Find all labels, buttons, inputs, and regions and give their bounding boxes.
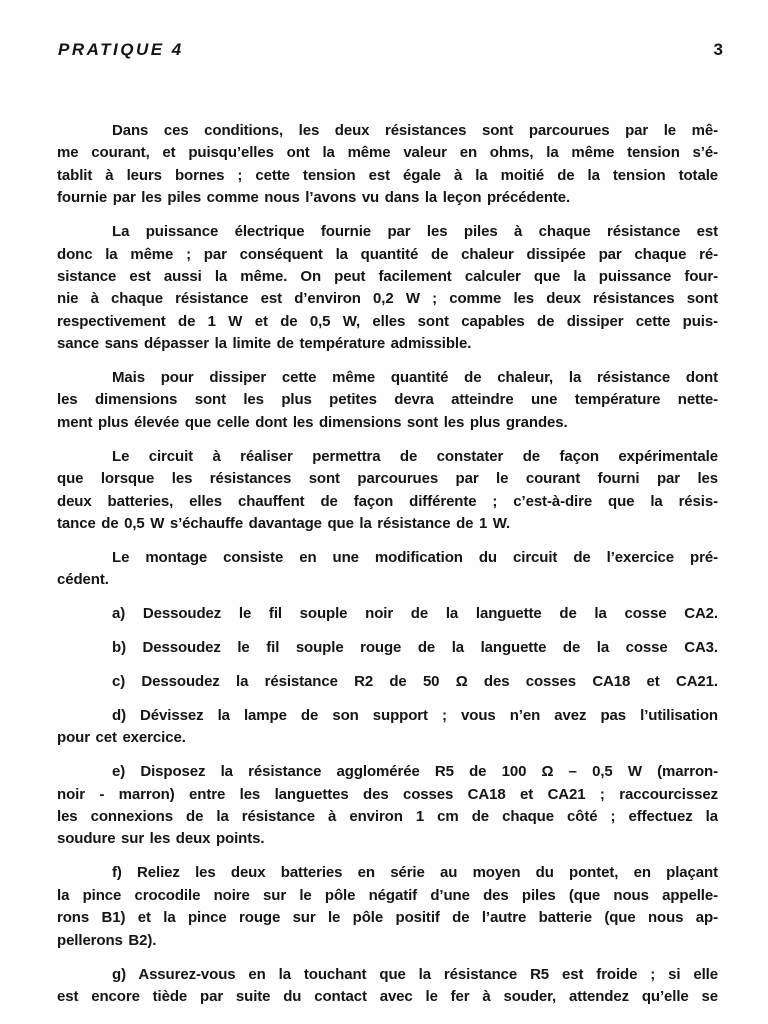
text-line: donc la même ; par conséquent la quantité de chaleur dissipée par chaque ré- xyxy=(57,245,718,263)
text-line: tance de 0,5 W s’échauffe davantage que la résistance de 1 W. xyxy=(57,515,511,532)
text-line: les dimensions sont les plus petites devra atteindre une température nette- xyxy=(57,391,718,409)
text-line: pour cet exercice. xyxy=(57,729,186,747)
text-line: Le montage consiste en une modification du circuit de l’exercice pré- xyxy=(112,548,718,566)
paragraph xyxy=(57,221,718,355)
page-number: 3 xyxy=(713,40,723,59)
list-item-b xyxy=(57,637,718,659)
text-line: e) Disposez la résistance agglomérée R5 de 100 Ω – 0,5 W (marron- xyxy=(112,763,718,781)
text-line: noir - marron) entre les languettes des cosses CA18 et CA21 ; raccourcissez xyxy=(57,785,718,803)
page-header xyxy=(0,0,768,60)
text-line: Dans ces conditions, les deux résistances sont parcourues par le mê- xyxy=(112,122,718,139)
text-line: soudure sur les deux points. xyxy=(57,830,265,848)
text-line: est encore tiède par suite du contact avec le fer à souder, attendez qu’elle se xyxy=(57,987,718,1005)
list-item-d xyxy=(57,705,718,750)
text-line: respectivement de 1 W et de 0,5 W, elles sont capables de dissiper cette puis- xyxy=(57,312,718,330)
paragraph xyxy=(57,446,718,536)
text-line: La puissance électrique fournie par les piles à chaque résistance est xyxy=(112,223,718,241)
text-line: la pince crocodile noire sur le pôle négatif d’une des piles (que nous appelle- xyxy=(57,886,718,904)
text-line: g) Assurez-vous en la touchant que la résistance R5 est froide ; si elle xyxy=(112,965,718,983)
page-title: PRATIQUE 4 xyxy=(58,40,184,59)
list-item-c xyxy=(57,671,718,693)
text-line: c) Dessoudez la résistance R2 de 50 Ω des cosses CA18 et CA21. xyxy=(112,673,718,691)
text-line: tablit à leurs bornes ; cette tension est égale à la moitié de la tension totale xyxy=(57,166,718,184)
text-line: pellerons B2). xyxy=(57,931,157,949)
paragraph xyxy=(57,367,718,434)
text-line: deux batteries, elles chauffent de façon différente ; c’est-à-dire que la résis- xyxy=(57,492,718,510)
list-item-e xyxy=(57,761,718,851)
document-body xyxy=(0,120,768,1008)
text-line: f) Reliez les deux batteries en série au moyen du pontet, en plaçant xyxy=(112,864,718,882)
list-item-a xyxy=(57,603,718,625)
text-line: fournie par les piles comme nous l’avons vu dans la leçon précédente. xyxy=(57,189,571,207)
text-line: sistance est aussi la même. On peut facilement calculer que la puissance four- xyxy=(57,267,718,285)
text-line: cédent. xyxy=(57,571,109,589)
text-line: ment plus élevée que celle dont les dimensions sont les plus grandes. xyxy=(57,413,568,431)
text-line: Mais pour dissiper cette même quantité de chaleur, la résistance dont xyxy=(112,369,718,387)
text-line: que lorsque les résistances sont parcourues par le courant fourni par les xyxy=(57,470,718,488)
text-line: a) Dessoudez le fil souple noir de la languette de la cosse CA2. xyxy=(112,605,718,623)
paragraph xyxy=(57,547,718,592)
list-item-g xyxy=(57,964,718,1009)
text-line: b) Dessoudez le fil souple rouge de la languette de la cosse CA3. xyxy=(112,639,718,657)
list-item-f xyxy=(57,862,718,952)
text-line: les connexions de la résistance à environ 1 cm de chaque côté ; effectuez la xyxy=(57,808,718,826)
text-line: rons B1) et la pince rouge sur le pôle positif de l’autre batterie (que nous ap- xyxy=(57,909,718,927)
text-line: nie à chaque résistance est d’environ 0,2 W ; comme les deux résistances sont xyxy=(57,290,718,308)
text-line: d) Dévissez la lampe de son support ; vous n’en avez pas l’utilisation xyxy=(112,706,718,724)
text-line: Le circuit à réaliser permettra de constater de façon expérimentale xyxy=(112,447,718,465)
text-line: me courant, et puisqu’elles ont la même valeur en ohms, la même tension s’é- xyxy=(57,144,718,162)
paragraph xyxy=(57,120,718,210)
text-line: sance sans dépasser la limite de température admissible. xyxy=(57,335,472,353)
